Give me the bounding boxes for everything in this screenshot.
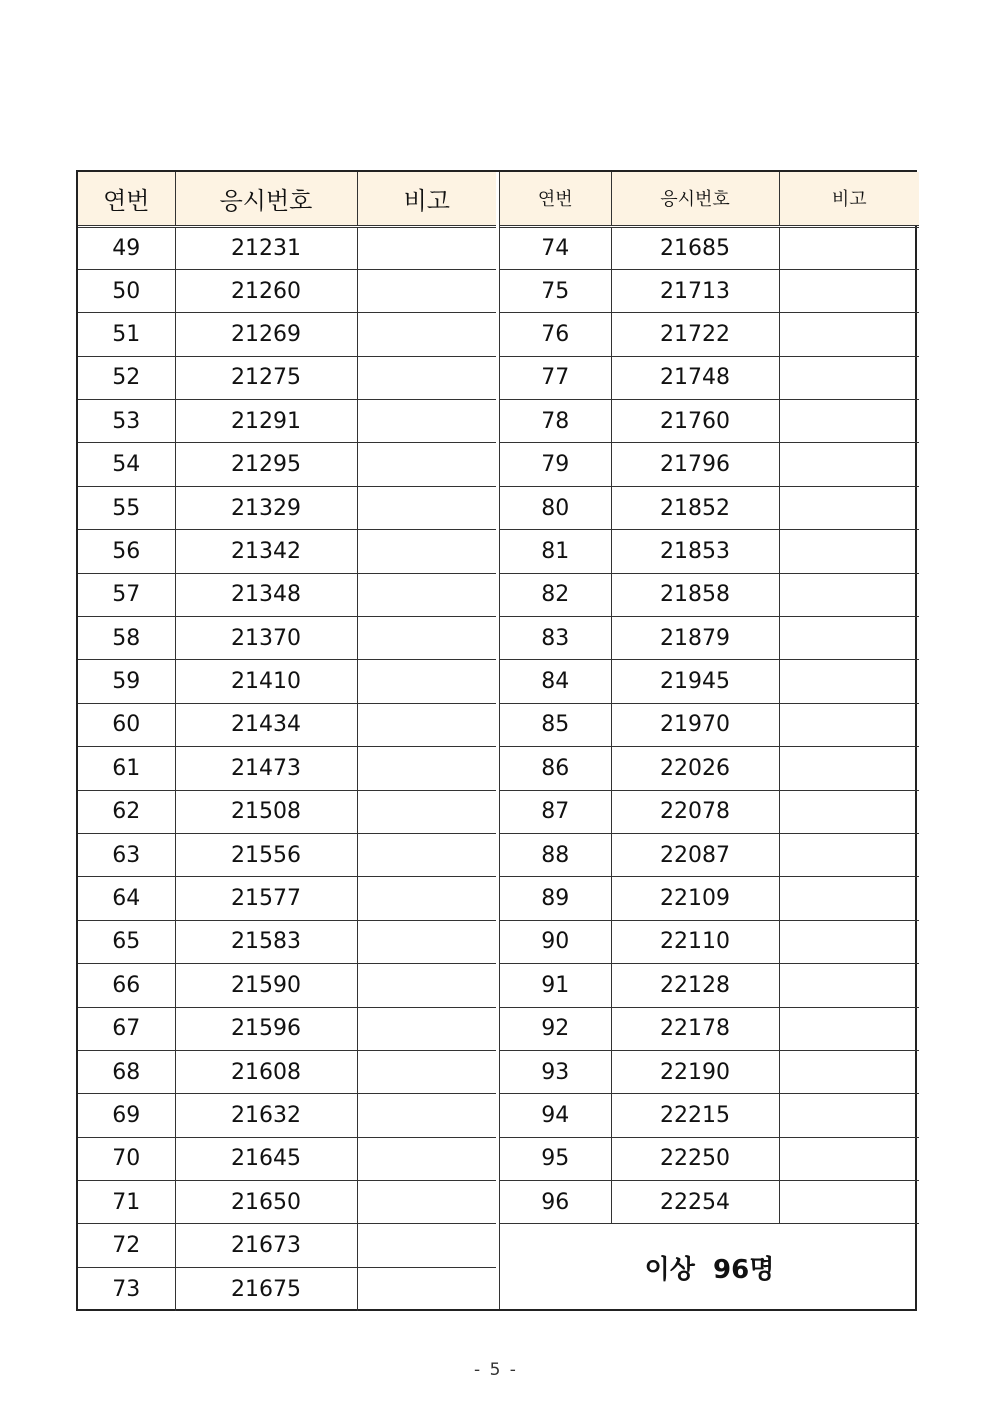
serial-cell: 71	[78, 1181, 175, 1224]
serial-cell: 61	[78, 747, 175, 790]
remarks-cell	[357, 530, 496, 573]
serial-cell: 65	[78, 920, 175, 963]
table-row	[500, 573, 919, 616]
table-row	[78, 1007, 496, 1050]
exam-number-cell: 21650	[175, 1181, 357, 1224]
exam-number-cell: 22110	[611, 920, 779, 963]
remarks-cell	[357, 1137, 496, 1180]
serial-cell: 50	[78, 269, 175, 312]
exam-number-cell: 21269	[175, 313, 357, 356]
exam-number-cell: 21291	[175, 400, 357, 443]
table-row	[78, 1267, 496, 1310]
serial-cell: 62	[78, 790, 175, 833]
exam-number-cell: 22026	[611, 747, 779, 790]
table-row	[500, 443, 919, 486]
remarks-cell	[357, 703, 496, 746]
exam-number-cell: 21590	[175, 964, 357, 1007]
summary-row	[500, 1224, 919, 1311]
header-row-right	[500, 172, 919, 226]
exam-number-cell: 22109	[611, 877, 779, 920]
remarks-cell	[357, 400, 496, 443]
exam-number-cell: 22087	[611, 833, 779, 876]
exam-number-cell: 21632	[175, 1094, 357, 1137]
remarks-cell	[357, 313, 496, 356]
serial-cell: 57	[78, 573, 175, 616]
remarks-cell	[779, 530, 919, 573]
serial-cell: 54	[78, 443, 175, 486]
table-row	[500, 269, 919, 312]
serial-cell: 56	[78, 530, 175, 573]
remarks-cell	[779, 573, 919, 616]
exam-number-cell: 22250	[611, 1137, 779, 1180]
table-row	[78, 747, 496, 790]
remarks-cell	[779, 1050, 919, 1093]
table-row	[500, 400, 919, 443]
table-row	[500, 877, 919, 920]
roster-right-half	[500, 172, 919, 1309]
exam-number-cell: 21434	[175, 703, 357, 746]
remarks-cell	[357, 790, 496, 833]
exam-number-cell: 21675	[175, 1267, 357, 1310]
roster-right-table	[500, 172, 919, 1311]
serial-cell: 58	[78, 617, 175, 660]
serial-cell: 49	[78, 226, 175, 269]
table-row	[78, 313, 496, 356]
remarks-cell	[357, 1181, 496, 1224]
remarks-cell	[779, 443, 919, 486]
remarks-cell	[779, 1137, 919, 1180]
exam-number-cell: 21722	[611, 313, 779, 356]
serial-cell: 85	[500, 703, 611, 746]
table-row	[500, 1181, 919, 1224]
remarks-cell	[779, 833, 919, 876]
table-row	[78, 790, 496, 833]
serial-cell: 86	[500, 747, 611, 790]
roster-table	[76, 170, 917, 1311]
table-row	[78, 703, 496, 746]
exam-number-cell: 21853	[611, 530, 779, 573]
header-remarks: 비고	[779, 172, 919, 226]
table-row	[78, 877, 496, 920]
exam-number-cell: 21645	[175, 1137, 357, 1180]
remarks-cell	[357, 964, 496, 1007]
roster-left-half	[78, 172, 496, 1309]
serial-cell: 77	[500, 356, 611, 399]
exam-number-cell: 21231	[175, 226, 357, 269]
serial-cell: 80	[500, 486, 611, 529]
remarks-cell	[357, 443, 496, 486]
table-row	[500, 747, 919, 790]
serial-cell: 88	[500, 833, 611, 876]
serial-cell: 84	[500, 660, 611, 703]
remarks-cell	[357, 660, 496, 703]
remarks-cell	[357, 617, 496, 660]
serial-cell: 66	[78, 964, 175, 1007]
exam-number-cell: 21852	[611, 486, 779, 529]
table-row	[78, 1050, 496, 1093]
remarks-cell	[779, 400, 919, 443]
exam-number-cell: 21508	[175, 790, 357, 833]
serial-cell: 69	[78, 1094, 175, 1137]
exam-number-cell: 21473	[175, 747, 357, 790]
serial-cell: 87	[500, 790, 611, 833]
serial-cell: 81	[500, 530, 611, 573]
table-row	[500, 920, 919, 963]
serial-cell: 91	[500, 964, 611, 1007]
remarks-cell	[779, 877, 919, 920]
remarks-cell	[779, 660, 919, 703]
table-row	[500, 1094, 919, 1137]
roster-left-body	[78, 226, 496, 1311]
remarks-cell	[779, 356, 919, 399]
remarks-cell	[779, 1181, 919, 1224]
remarks-cell	[357, 833, 496, 876]
table-row	[500, 703, 919, 746]
table-row	[78, 226, 496, 269]
table-row	[78, 1137, 496, 1180]
serial-cell: 74	[500, 226, 611, 269]
exam-number-cell: 22190	[611, 1050, 779, 1093]
remarks-cell	[357, 1267, 496, 1310]
table-row	[78, 660, 496, 703]
remarks-cell	[779, 486, 919, 529]
serial-cell: 93	[500, 1050, 611, 1093]
serial-cell: 72	[78, 1224, 175, 1267]
exam-number-cell: 21370	[175, 617, 357, 660]
serial-cell: 63	[78, 833, 175, 876]
remarks-cell	[357, 747, 496, 790]
table-row	[78, 530, 496, 573]
exam-number-cell: 22178	[611, 1007, 779, 1050]
remarks-cell	[357, 1050, 496, 1093]
remarks-cell	[357, 877, 496, 920]
table-row	[500, 660, 919, 703]
table-row	[500, 833, 919, 876]
exam-number-cell: 21275	[175, 356, 357, 399]
serial-cell: 64	[78, 877, 175, 920]
table-row	[78, 1094, 496, 1137]
total-count: 이상 96명	[500, 1224, 919, 1311]
remarks-cell	[357, 920, 496, 963]
table-row	[78, 356, 496, 399]
table-row	[500, 1050, 919, 1093]
exam-number-cell: 21879	[611, 617, 779, 660]
exam-number-cell: 22078	[611, 790, 779, 833]
serial-cell: 78	[500, 400, 611, 443]
table-row	[500, 226, 919, 269]
exam-number-cell: 21348	[175, 573, 357, 616]
remarks-cell	[779, 920, 919, 963]
table-row	[500, 1007, 919, 1050]
roster-right-body	[500, 226, 919, 1224]
remarks-cell	[779, 1007, 919, 1050]
table-row	[78, 269, 496, 312]
roster-left-table	[78, 172, 496, 1311]
exam-number-cell: 21577	[175, 877, 357, 920]
remarks-cell	[779, 703, 919, 746]
exam-number-cell: 22128	[611, 964, 779, 1007]
table-row	[78, 400, 496, 443]
serial-cell: 94	[500, 1094, 611, 1137]
exam-number-cell: 21295	[175, 443, 357, 486]
table-row	[78, 1224, 496, 1267]
remarks-cell	[779, 617, 919, 660]
exam-number-cell: 21760	[611, 400, 779, 443]
table-row	[500, 617, 919, 660]
exam-number-cell: 21858	[611, 573, 779, 616]
table-row	[78, 833, 496, 876]
remarks-cell	[357, 1224, 496, 1267]
remarks-cell	[779, 790, 919, 833]
serial-cell: 90	[500, 920, 611, 963]
exam-number-cell: 21596	[175, 1007, 357, 1050]
exam-number-cell: 21713	[611, 269, 779, 312]
page-number: - 5 -	[474, 1360, 518, 1380]
serial-cell: 68	[78, 1050, 175, 1093]
header-row-left	[78, 172, 496, 226]
serial-cell: 60	[78, 703, 175, 746]
serial-cell: 73	[78, 1267, 175, 1310]
remarks-cell	[357, 1007, 496, 1050]
remarks-cell	[357, 486, 496, 529]
table-row	[500, 1137, 919, 1180]
exam-number-cell: 21970	[611, 703, 779, 746]
header-exam-number: 응시번호	[175, 172, 357, 226]
exam-number-cell: 22254	[611, 1181, 779, 1224]
table-row	[78, 617, 496, 660]
exam-number-cell: 21945	[611, 660, 779, 703]
serial-cell: 79	[500, 443, 611, 486]
exam-number-cell: 21685	[611, 226, 779, 269]
remarks-cell	[357, 269, 496, 312]
table-row	[78, 1181, 496, 1224]
remarks-cell	[779, 747, 919, 790]
exam-number-cell: 21329	[175, 486, 357, 529]
remarks-cell	[779, 313, 919, 356]
remarks-cell	[779, 269, 919, 312]
serial-cell: 53	[78, 400, 175, 443]
exam-number-cell: 21260	[175, 269, 357, 312]
serial-cell: 55	[78, 486, 175, 529]
table-row	[78, 486, 496, 529]
remarks-cell	[357, 356, 496, 399]
exam-number-cell: 21673	[175, 1224, 357, 1267]
table-row	[500, 530, 919, 573]
serial-cell: 76	[500, 313, 611, 356]
remarks-cell	[779, 226, 919, 269]
header-serial: 연번	[78, 172, 175, 226]
table-row	[500, 790, 919, 833]
exam-number-cell: 21342	[175, 530, 357, 573]
serial-cell: 83	[500, 617, 611, 660]
exam-number-cell: 21608	[175, 1050, 357, 1093]
table-row	[500, 313, 919, 356]
remarks-cell	[779, 964, 919, 1007]
table-row	[78, 443, 496, 486]
serial-cell: 59	[78, 660, 175, 703]
remarks-cell	[357, 226, 496, 269]
exam-number-cell: 22215	[611, 1094, 779, 1137]
header-exam-number: 응시번호	[611, 172, 779, 226]
header-remarks: 비고	[357, 172, 496, 226]
remarks-cell	[779, 1094, 919, 1137]
serial-cell: 92	[500, 1007, 611, 1050]
exam-number-cell: 21748	[611, 356, 779, 399]
exam-number-cell: 21796	[611, 443, 779, 486]
table-row	[500, 356, 919, 399]
header-serial: 연번	[500, 172, 611, 226]
table-row	[500, 964, 919, 1007]
table-row	[78, 573, 496, 616]
serial-cell: 52	[78, 356, 175, 399]
exam-number-cell: 21583	[175, 920, 357, 963]
remarks-cell	[357, 573, 496, 616]
serial-cell: 82	[500, 573, 611, 616]
exam-number-cell: 21410	[175, 660, 357, 703]
remarks-cell	[357, 1094, 496, 1137]
table-row	[78, 920, 496, 963]
table-row	[500, 486, 919, 529]
exam-number-cell: 21556	[175, 833, 357, 876]
serial-cell: 70	[78, 1137, 175, 1180]
serial-cell: 51	[78, 313, 175, 356]
serial-cell: 89	[500, 877, 611, 920]
serial-cell: 67	[78, 1007, 175, 1050]
serial-cell: 75	[500, 269, 611, 312]
table-row	[78, 964, 496, 1007]
serial-cell: 96	[500, 1181, 611, 1224]
serial-cell: 95	[500, 1137, 611, 1180]
